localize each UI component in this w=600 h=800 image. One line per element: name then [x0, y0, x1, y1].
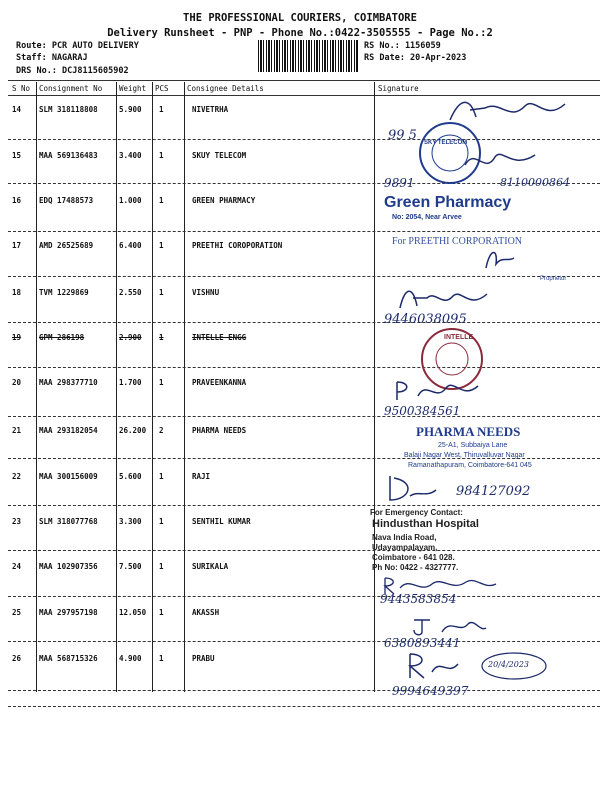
row-15-phone2: 8110000864	[500, 176, 570, 189]
row-16-consignment: EDQ 17488573	[39, 196, 94, 205]
row-divider	[8, 276, 600, 277]
row-18-pcs: 1	[159, 288, 164, 297]
row-15-consignee: SKUY TELECOM	[192, 151, 247, 160]
col-header-sno: S No	[12, 84, 31, 93]
col-divider	[374, 82, 375, 692]
row-17-stamp-sub: Proprietor	[540, 276, 567, 282]
col-divider	[36, 82, 37, 692]
row-18-phone: 9446038095	[384, 312, 467, 327]
row-17-weight: 6.400	[119, 241, 142, 250]
row-15-sno: 15	[12, 151, 22, 160]
row-20-sno: 20	[12, 378, 22, 387]
row-26-pcs: 1	[159, 654, 164, 663]
row-18-consignment: TVM 1229869	[39, 288, 89, 297]
row-22-consignment: MAA 300156009	[39, 472, 98, 481]
row-16-stamp: Green Pharmacy	[384, 194, 512, 211]
row-14-consignee: NIVETRHA	[192, 105, 229, 114]
row-divider	[8, 505, 600, 506]
table-top-border	[8, 80, 600, 81]
row-16-pcs: 1	[159, 196, 164, 205]
row-19-consignment: GPM 286198	[39, 333, 85, 342]
row-16-sno: 16	[12, 196, 22, 205]
row-20-pcs: 1	[159, 378, 164, 387]
signature-15	[460, 145, 540, 175]
row-15-phone: 9891	[384, 176, 415, 190]
row-divider	[8, 416, 600, 417]
row-divider	[8, 596, 600, 597]
row-22-sno: 22	[12, 472, 22, 481]
row-23-stamp2: Hindusthan Hospital	[372, 518, 479, 530]
row-divider	[8, 641, 600, 642]
row-22-weight: 5.600	[119, 472, 142, 481]
row-23-consignee: SENTHIL KUMAR	[192, 517, 251, 526]
col-header-weight: Weight	[119, 84, 147, 93]
staff-label: Staff: NAGARAJ	[16, 53, 88, 63]
row-divider	[8, 322, 600, 323]
signature-26	[404, 650, 554, 684]
row-25-sno: 25	[12, 608, 22, 617]
row-18-consignee: VISHNU	[192, 288, 220, 297]
row-20-consignee: PRAVEENKANNA	[192, 378, 247, 387]
barcode	[258, 40, 358, 72]
row-20-phone: 9500384561	[384, 404, 461, 418]
row-23-stamp3: Nava India Road,	[372, 533, 437, 542]
runsheet-title: Delivery Runsheet - PNP - Phone No.:0422-3505555 - Page No.:2	[107, 27, 493, 39]
col-header-consignee: Consignee Details	[187, 84, 264, 93]
row-divider	[8, 706, 600, 707]
row-16-consignee: GREEN PHARMACY	[192, 196, 256, 205]
row-22-phone: 984127092	[456, 484, 531, 499]
row-26-sno: 26	[12, 654, 22, 663]
row-14-pcs: 1	[159, 105, 164, 114]
row-16-weight: 1.000	[119, 196, 142, 205]
signature-17	[478, 244, 518, 272]
row-21-consignee: PHARMA NEEDS	[192, 426, 247, 435]
row-17-pcs: 1	[159, 241, 164, 250]
route-label: Route: PCR AUTO DELIVERY	[16, 41, 139, 51]
row-16-stamp-line: No: 2054, Near Arvee	[392, 214, 462, 221]
row-19-consignee: INTELLE ENGG	[192, 333, 247, 342]
row-15-consignment: MAA 569136483	[39, 151, 98, 160]
row-22-consignee: RAJI	[192, 472, 211, 481]
row-23-stamp4: Udayampalayam,	[372, 543, 438, 552]
row-divider	[8, 231, 600, 232]
drs-label: DRS No.: DCJ8115605902	[16, 66, 129, 76]
col-divider	[184, 82, 185, 692]
row-23-pcs: 1	[159, 517, 164, 526]
row-26-date: 20/4/2023	[488, 660, 530, 669]
signature-20	[392, 374, 482, 404]
row-15-weight: 3.400	[119, 151, 142, 160]
row-20-weight: 1.700	[119, 378, 142, 387]
row-21-consignment: MAA 293182054	[39, 426, 98, 435]
row-21-stamp: PHARMA NEEDS	[416, 424, 521, 439]
col-header-signature: Signature	[378, 84, 419, 93]
col-header-consignment: Consignment No	[39, 84, 103, 93]
row-21-weight: 26.200	[119, 426, 147, 435]
row-25-pcs: 1	[159, 608, 164, 617]
signature-22	[380, 472, 440, 504]
row-14-consignment: SLM 318118808	[39, 105, 98, 114]
row-18-sno: 18	[12, 288, 22, 297]
col-header-pcs: PCS	[155, 84, 169, 93]
row-14-phone: 99 5	[388, 128, 417, 143]
row-15-pcs: 1	[159, 151, 164, 160]
row-26-phone: 9994649397	[392, 684, 469, 698]
row-17-consignment: AMD 26525689	[39, 241, 94, 250]
row-23-weight: 3.300	[119, 517, 142, 526]
signature-25	[410, 614, 490, 638]
row-24-pcs: 1	[159, 562, 164, 571]
row-17-sno: 17	[12, 241, 22, 250]
row-21-addr2: Balaji Nagar West, Thiruvalluvar Nagar	[404, 452, 525, 459]
rs-date-label: RS Date: 20-Apr-2023	[364, 53, 467, 63]
row-18-weight: 2.550	[119, 288, 142, 297]
row-20-consignment: MAA 298377710	[39, 378, 98, 387]
row-21-addr1: 25-A1, Subbaiya Lane	[438, 442, 508, 449]
row-22-pcs: 1	[159, 472, 164, 481]
rs-no-label: RS No.: 1156059	[364, 41, 441, 51]
row-divider	[8, 550, 600, 551]
row-17-stamp: For PREETHI CORPORATION	[392, 236, 523, 247]
row-26-consignee: PRABU	[192, 654, 215, 663]
row-14-sno: 14	[12, 105, 22, 114]
row-14-weight: 5.900	[119, 105, 142, 114]
row-17-consignee: PREETHI COROPORATION	[192, 241, 283, 250]
row-24-phone: 9443583854	[380, 592, 457, 606]
row-21-addr3: Ramanathapuram, Coimbatore-641 045	[408, 462, 532, 469]
row-25-consignee: AKASSH	[192, 608, 220, 617]
row-19-pcs: 1	[159, 333, 164, 342]
row-23-stamp6: Ph No: 0422 - 4327777.	[372, 563, 459, 572]
row-divider	[8, 690, 600, 691]
row-26-consignment: MAA 568715326	[39, 654, 98, 663]
row-21-pcs: 2	[159, 426, 164, 435]
row-divider	[8, 139, 600, 140]
company-title: THE PROFESSIONAL COURIERS, COIMBATORE	[183, 12, 417, 24]
row-25-weight: 12.050	[119, 608, 147, 617]
signature-18	[395, 284, 495, 314]
row-19-stamp: INTELLE	[444, 334, 474, 341]
row-19-weight: 2.900	[119, 333, 142, 342]
row-23-consignment: SLM 318077768	[39, 517, 98, 526]
row-24-sno: 24	[12, 562, 22, 571]
col-divider	[152, 82, 153, 692]
row-23-sno: 23	[12, 517, 22, 526]
row-25-consignment: MAA 297957198	[39, 608, 98, 617]
row-23-stamp1: For Emergency Contact:	[370, 508, 463, 517]
row-15-stamp: SKY TELECOM	[424, 140, 468, 146]
row-19-sno: 19	[12, 333, 22, 342]
col-divider	[116, 82, 117, 692]
row-divider	[8, 367, 600, 368]
row-24-consignee: SURIKALA	[192, 562, 229, 571]
row-23-stamp5: Coimbatore - 641 028.	[372, 553, 455, 562]
row-24-weight: 7.500	[119, 562, 142, 571]
row-25-phone: 6380893441	[384, 636, 461, 650]
row-21-sno: 21	[12, 426, 22, 435]
row-26-weight: 4.900	[119, 654, 142, 663]
row-24-consignment: MAA 102907356	[39, 562, 98, 571]
